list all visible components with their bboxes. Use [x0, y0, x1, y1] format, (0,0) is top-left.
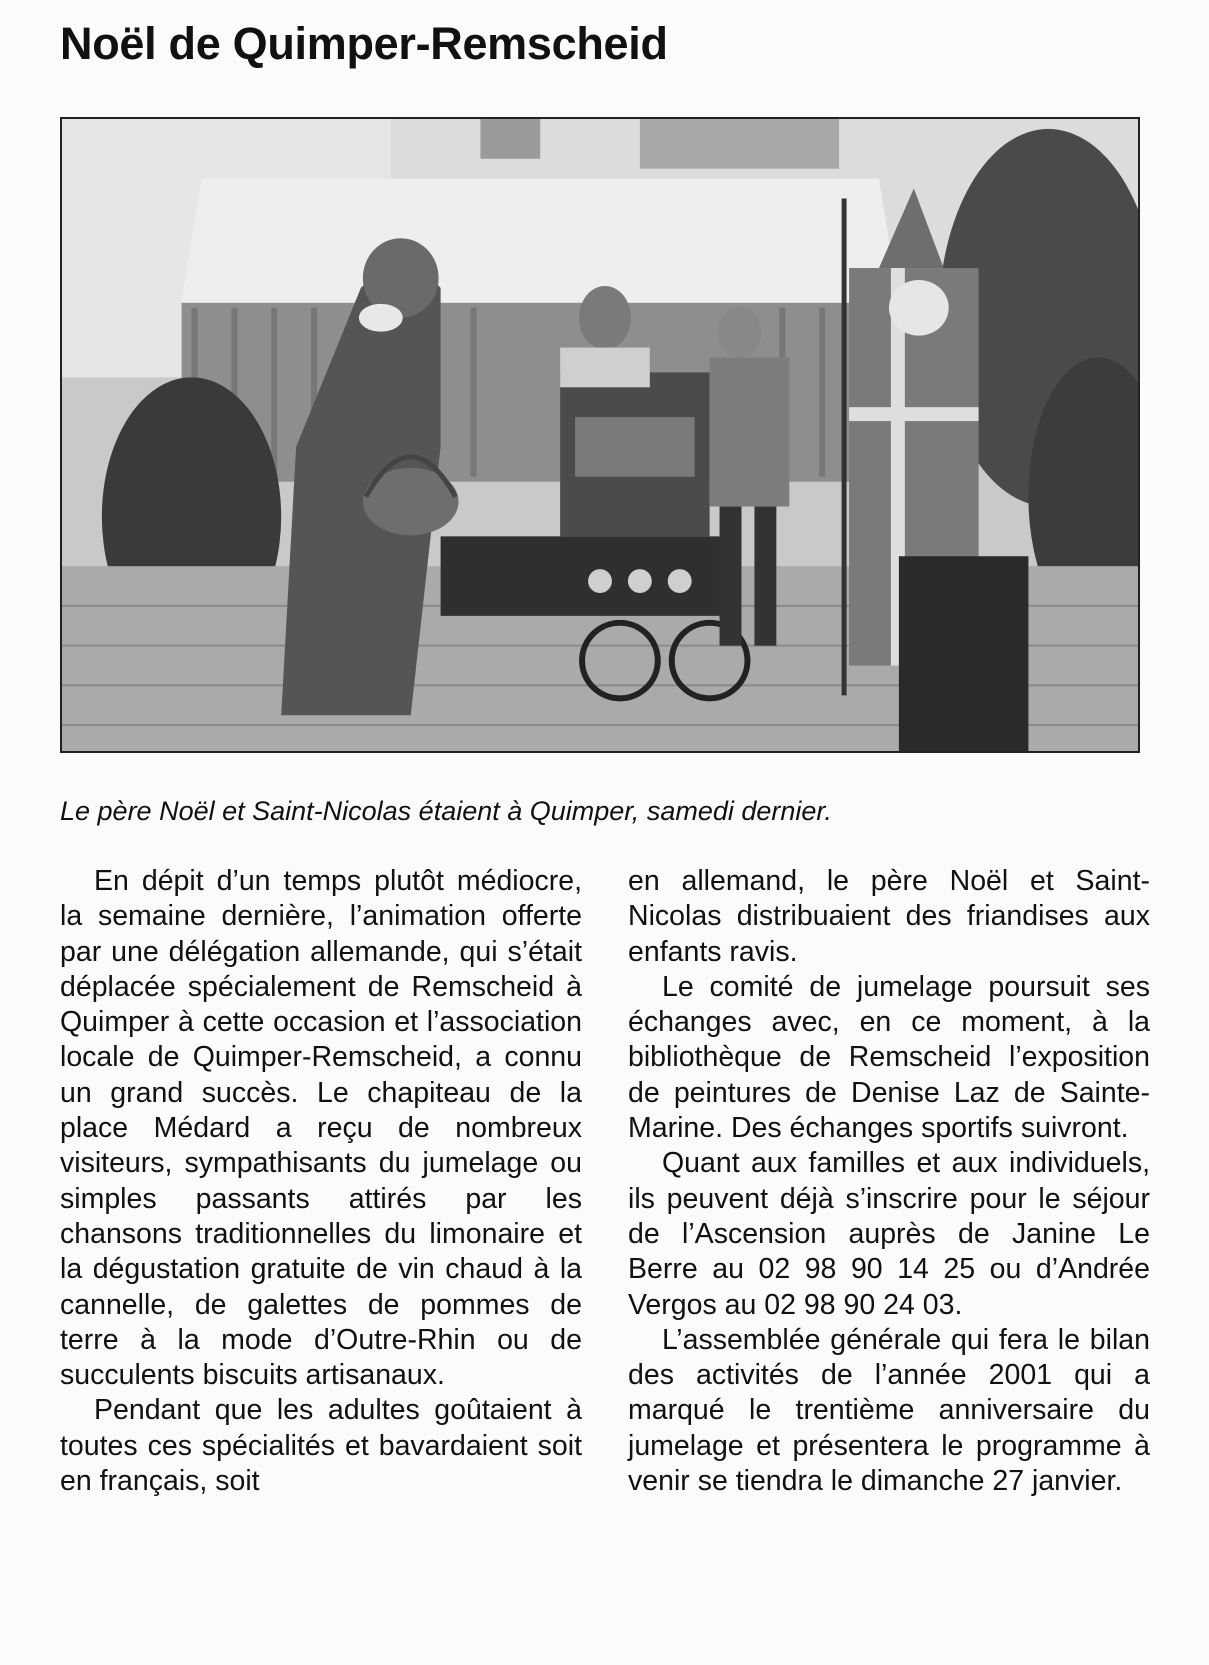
- article-paragraph: Quant aux familles et aux individuels, ils peuvent déjà s’inscrire pour le séjour de l’Ascension auprès de Janine Le Berre au 02 98 90 14 25 ou d’Andrée Vergos au 02 98 90 24 03.: [628, 1147, 1150, 1321]
- article-photo: [60, 117, 1140, 753]
- article-paragraph: En dépit d’un temps plutôt médiocre, la semaine dernière, l’animation offerte par une délégation allemande, qui s’était déplacée spécialement de Remscheid à Quimper à cette occasion et l’association locale de Quimper-Remscheid, a connu un grand succès. Le chapiteau de la place Médard a reçu de nombreux visiteurs, sympathisants du jumelage ou simples passants attirés par les chansons traditionnelles du limonaire et la dégustation gratuite de vin chaud à la cannelle, de galettes de pommes de terre à la mode d’Outre-Rhin ou de succulents biscuits artisanaux.: [60, 865, 582, 1392]
- photo-caption: Le père Noël et Saint-Nicolas étaient à Quimper, samedi dernier.: [60, 796, 832, 826]
- article-paragraph: Pendant que les adultes goûtaient à toutes ces spécialités et bavardaient soit en français, soit: [60, 1394, 582, 1498]
- article-column-left: [60, 864, 582, 1499]
- article-headline: Noël de Quimper-Remscheid: [60, 18, 668, 69]
- article-paragraph: L’assemblée générale qui fera le bilan des activités de l’année 2001 qui a marqué le trentième anniversaire du jumelage et présentera le programme à venir se tiendra le dimanche 27 janvier.: [628, 1323, 1150, 1498]
- article-paragraph: Le comité de jumelage poursuit ses échanges avec, en ce moment, à la bibliothèque de Remscheid l’exposition de peintures de Denise Laz de Sainte-Marine. Des échanges sportifs suivront.: [628, 970, 1150, 1145]
- article-paragraph: en allemand, le père Noël et Saint-Nicolas distribuaient des friandises aux enfants ravis.: [628, 865, 1150, 968]
- article-column-right: [628, 864, 1150, 1499]
- photo-illustration: [62, 119, 1138, 751]
